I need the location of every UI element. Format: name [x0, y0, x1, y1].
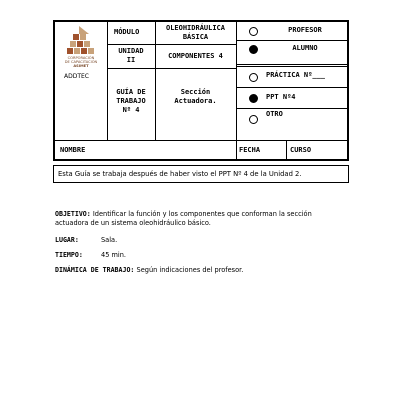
unidad-label: UNIDAD II	[118, 47, 144, 64]
otro-radio[interactable]	[249, 115, 258, 124]
curso-label: CURSO	[290, 146, 312, 154]
lugar-label: LUGAR:	[55, 236, 79, 244]
tiempo-label: TIEMPO:	[55, 251, 83, 259]
objetivo-paragraph	[55, 210, 345, 227]
ppt-label: PPT Nº4	[266, 93, 296, 101]
fecha-label: FECHA	[239, 146, 261, 154]
objetivo-label: OBJETIVO:	[55, 210, 91, 218]
lugar-row	[55, 236, 79, 245]
logo-line-1: CORPORACIÓN	[67, 56, 95, 60]
tiempo-value: 45 min.	[101, 251, 127, 259]
alumno-radio[interactable]	[249, 45, 258, 54]
divider	[107, 44, 236, 45]
divider	[107, 21, 108, 140]
tiempo-row	[55, 251, 83, 260]
divider	[236, 87, 349, 88]
modulo-value: OLEOHIDRÁULICA BÁSICA	[165, 24, 225, 41]
guia-label: GUÍA DE TRABAJO Nº 4	[116, 88, 146, 114]
alumno-label: ALUMNO	[292, 44, 318, 52]
profesor-radio[interactable]	[249, 27, 258, 36]
dinamica-value: Según indicaciones del profesor.	[136, 266, 244, 274]
divider	[107, 68, 236, 69]
nombre-label: NOMBRE	[60, 146, 86, 154]
unidad-value: COMPONENTES 4	[168, 52, 223, 60]
otro-label: OTRO	[266, 110, 283, 118]
guia-value: Sección Actuadora.	[174, 88, 217, 105]
dinamica-label: DINÁMICA DE TRABAJO:	[55, 266, 135, 274]
ppt-radio[interactable]	[249, 94, 258, 103]
divider	[54, 140, 349, 141]
logo-line-2: DE CAPACITACIÓN	[64, 60, 98, 64]
modulo-label: MÓDULO	[114, 28, 140, 36]
divider	[236, 64, 349, 65]
objetivo-text: Identificar la función y los componentes que conforman la sección actuadora de un sistema oleohidráulico básico.	[55, 210, 312, 227]
logo-line-3: ASIMET	[73, 64, 89, 68]
lugar-value: Sala.	[101, 236, 118, 244]
divider	[236, 66, 349, 67]
profesor-label: PROFESOR	[288, 26, 322, 34]
note-text: Esta Guía se trabaja después de haber visto el PPT Nº 4 de la Unidad 2.	[58, 170, 302, 178]
dinamica-row	[55, 266, 345, 275]
divider	[286, 140, 287, 160]
logo-caption: ADDTEC	[64, 73, 89, 80]
logo-company-text	[56, 56, 106, 68]
divider	[236, 108, 349, 109]
practica-radio[interactable]	[249, 73, 258, 82]
practica-label: PRÁCTICA Nº___	[266, 71, 326, 79]
divider	[236, 40, 349, 41]
